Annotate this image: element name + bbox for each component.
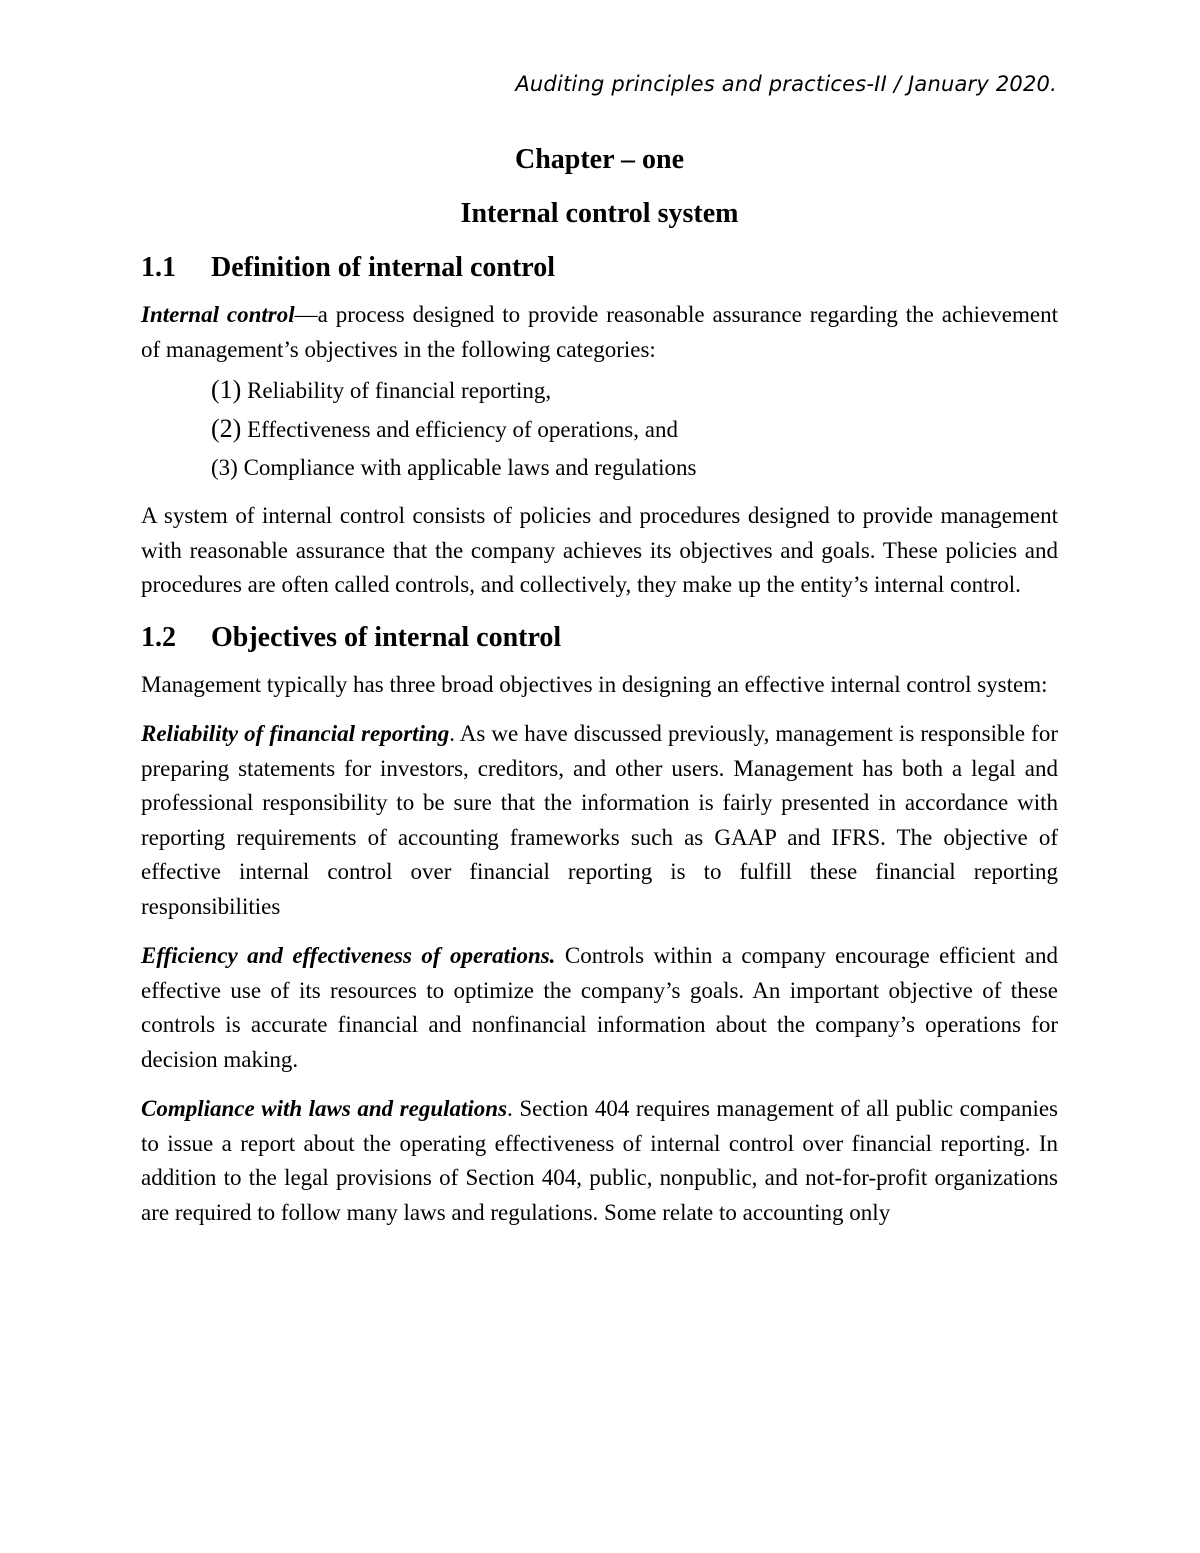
list-item-text: Reliability of financial reporting, — [241, 378, 552, 403]
objective-text: Controls within a company encourage efficient and effective use of its resources to optimize the company’s goals. An important objective of these controls is accurate financial and nonfinancial information about the company’s operations for decision making. — [141, 943, 1058, 1072]
running-header: Auditing principles and practices-II / January 2020. — [515, 72, 1057, 96]
objective-paragraph — [141, 717, 1058, 924]
page-content — [141, 140, 1058, 1245]
section-title: Definition of internal control — [211, 252, 556, 283]
section-heading-1-1 — [141, 248, 1058, 288]
definition-term: Internal control — [141, 302, 295, 327]
system-paragraph: A system of internal control consists of policies and procedures designed to provide management with reasonable assurance that the company achieves its objectives and goals. These policies and procedures are often called controls, and collectively, they make up the entity’s internal control. — [141, 503, 1058, 597]
list-marker: (3) — [211, 455, 238, 480]
definition-paragraph — [141, 298, 1058, 367]
list-marker: (2) — [211, 414, 242, 443]
objectives-intro: Management typically has three broad objectives in designing an effective internal control system: — [141, 671, 1048, 697]
objective-text: . As we have discussed previously, management is responsible for preparing statements for investors, creditors, and other users. Management has both a legal and professional responsibility to be sure that the information is fairly presented in accordance with reporting requirements of accounting frameworks such as GAAP and IFRS. The objective of effective internal control over financial reporting is to fulfill these financial reporting responsibilities — [141, 721, 1059, 919]
section-heading-1-2 — [141, 618, 1058, 658]
objective-term: Efficiency and effectiveness of operations. — [141, 943, 556, 968]
section-number: 1.2 — [141, 621, 176, 653]
section-title: Objectives of internal control — [211, 621, 562, 653]
list-item-text: Effectiveness and efficiency of operations, and — [241, 417, 678, 442]
list-item — [211, 449, 1058, 487]
list-marker: (1) — [211, 375, 242, 404]
chapter-subtitle: Internal control system — [460, 198, 739, 229]
list-item — [211, 371, 1058, 410]
objective-term: Compliance with laws and regulations — [141, 1096, 508, 1121]
objective-text: . Section 404 requires management of all public companies to issue a report about the operating effectiveness of internal control over financial reporting. In addition to the legal provisions of Section 404, public, nonpublic, and not-for-profit organizations are required to follow many laws and regulations. Some relate to accounting only — [141, 1096, 1059, 1225]
category-list — [141, 371, 1058, 487]
chapter-title: Chapter – one — [514, 144, 685, 175]
list-item — [211, 410, 1058, 449]
definition-text: —a process designed to provide reasonable assurance regarding the achievement of management’s objectives in the following categories: — [141, 302, 1058, 362]
objective-paragraph — [141, 1092, 1058, 1230]
section-number: 1.1 — [141, 252, 176, 283]
objective-term: Reliability of financial reporting — [141, 721, 450, 746]
objective-paragraph — [141, 939, 1058, 1077]
list-item-text: Compliance with applicable laws and regulations — [237, 455, 697, 480]
